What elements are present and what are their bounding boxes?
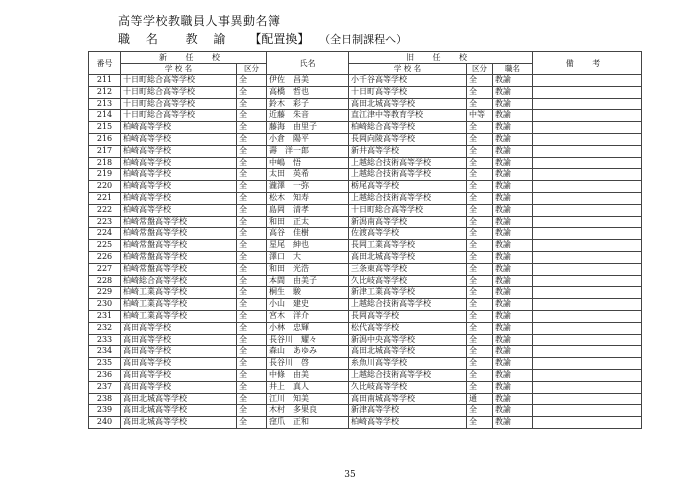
table-row — [89, 157, 642, 169]
table-row — [89, 204, 642, 216]
cell-old-school: 上越総合技術高等学校 — [349, 299, 467, 311]
cell-old-school: 新潟中央高等学校 — [349, 334, 467, 346]
cell-old-title: 教諭 — [493, 228, 533, 240]
cell-old-title: 教諭 — [493, 263, 533, 275]
table-row — [89, 145, 642, 157]
cell-number: 212 — [89, 86, 121, 98]
table-row — [89, 110, 642, 122]
table-row — [89, 381, 642, 393]
cell-number: 224 — [89, 228, 121, 240]
cell-old-division: 通 — [467, 393, 493, 405]
cell-old-division: 全 — [467, 145, 493, 157]
col-header-name: 氏名 — [267, 52, 349, 75]
cell-new-school: 高田高等学校 — [121, 358, 237, 370]
cell-new-division: 全 — [237, 417, 267, 429]
cell-new-school: 高田北城高等学校 — [121, 405, 237, 417]
table-row — [89, 310, 642, 322]
cell-number: 226 — [89, 251, 121, 263]
personnel-table — [88, 51, 642, 429]
cell-old-school: 三条東高等学校 — [349, 263, 467, 275]
col-header-new-post: 新 任 校 — [121, 52, 267, 64]
cell-old-school: 上越総合技術高等学校 — [349, 169, 467, 181]
cell-new-school: 柏崎工業高等学校 — [121, 310, 237, 322]
cell-old-school: 長岡工業高等学校 — [349, 240, 467, 252]
cell-old-school: 長岡高等学校 — [349, 310, 467, 322]
cell-new-school: 柏崎常盤高等学校 — [121, 240, 237, 252]
cell-new-school: 柏崎高等学校 — [121, 192, 237, 204]
cell-name: 小倉 陽平 — [267, 133, 349, 145]
cell-old-division: 全 — [467, 287, 493, 299]
cell-new-division: 全 — [237, 263, 267, 275]
cell-old-school: 上越総合技術高等学校 — [349, 157, 467, 169]
cell-number: 223 — [89, 216, 121, 228]
cell-number: 239 — [89, 405, 121, 417]
cell-name: 和田 光浩 — [267, 263, 349, 275]
cell-old-title: 教諭 — [493, 181, 533, 193]
cell-remarks — [533, 240, 642, 252]
cell-number: 220 — [89, 181, 121, 193]
col-header-no: 番号 — [89, 52, 121, 75]
cell-name: 近藤 朱音 — [267, 110, 349, 122]
cell-old-division: 中等 — [467, 110, 493, 122]
cell-name: 高橋 哲也 — [267, 86, 349, 98]
cell-remarks — [533, 110, 642, 122]
cell-new-division: 全 — [237, 216, 267, 228]
table-row — [89, 216, 642, 228]
cell-new-school: 柏崎常盤高等学校 — [121, 228, 237, 240]
cell-new-division: 全 — [237, 86, 267, 98]
cell-new-school: 高田北城高等学校 — [121, 417, 237, 429]
cell-number: 227 — [89, 263, 121, 275]
cell-new-division: 全 — [237, 381, 267, 393]
cell-new-school: 高田高等学校 — [121, 334, 237, 346]
cell-name: 鈴木 彩子 — [267, 98, 349, 110]
cell-old-school: 佐渡高等学校 — [349, 228, 467, 240]
table-row — [89, 275, 642, 287]
table-row — [89, 133, 642, 145]
cell-new-school: 柏崎高等学校 — [121, 145, 237, 157]
cell-old-division: 全 — [467, 157, 493, 169]
col-header-old-post: 旧 任 校 — [349, 52, 533, 64]
document-title: 高等学校教職員人事異動名簿 — [118, 14, 281, 28]
cell-new-division: 全 — [237, 192, 267, 204]
cell-number: 233 — [89, 334, 121, 346]
cell-new-school: 柏崎高等学校 — [121, 204, 237, 216]
cell-remarks — [533, 145, 642, 157]
cell-new-division: 全 — [237, 240, 267, 252]
cell-remarks — [533, 192, 642, 204]
cell-old-division: 全 — [467, 192, 493, 204]
cell-old-division: 全 — [467, 86, 493, 98]
cell-old-title: 教諭 — [493, 346, 533, 358]
cell-new-school: 高田高等学校 — [121, 369, 237, 381]
cell-new-division: 全 — [237, 169, 267, 181]
cell-number: 231 — [89, 310, 121, 322]
cell-remarks — [533, 322, 642, 334]
cell-name: 星尾 紳也 — [267, 240, 349, 252]
table-row — [89, 192, 642, 204]
cell-remarks — [533, 334, 642, 346]
cell-old-division: 全 — [467, 169, 493, 181]
cell-old-title: 教諭 — [493, 405, 533, 417]
table-body — [89, 75, 642, 429]
cell-old-school: 糸魚川高等学校 — [349, 358, 467, 370]
col-header-old-school: 学 校 名 — [349, 64, 467, 75]
cell-remarks — [533, 181, 642, 193]
job-kind: 教 諭 — [185, 32, 232, 46]
cell-old-school: 長岡向陵高等学校 — [349, 133, 467, 145]
cell-old-title: 教諭 — [493, 157, 533, 169]
cell-new-division: 全 — [237, 98, 267, 110]
cell-old-division: 全 — [467, 98, 493, 110]
cell-name: 井上 真人 — [267, 381, 349, 393]
cell-remarks — [533, 157, 642, 169]
cell-new-division: 全 — [237, 346, 267, 358]
cell-new-school: 柏崎工業高等学校 — [121, 287, 237, 299]
cell-old-school: 新津高等学校 — [349, 405, 467, 417]
cell-remarks — [533, 216, 642, 228]
cell-number: 229 — [89, 287, 121, 299]
cell-old-school: 高田南城高等学校 — [349, 393, 467, 405]
cell-name: 窪爪 正和 — [267, 417, 349, 429]
cell-remarks — [533, 133, 642, 145]
job-category: 職 名 — [118, 32, 164, 46]
cell-old-school: 上越総合技術高等学校 — [349, 192, 467, 204]
table-row — [89, 251, 642, 263]
cell-new-school: 柏崎常盤高等学校 — [121, 251, 237, 263]
cell-remarks — [533, 204, 642, 216]
cell-old-title: 教諭 — [493, 169, 533, 181]
cell-old-school: 松代高等学校 — [349, 322, 467, 334]
cell-remarks — [533, 275, 642, 287]
cell-new-school: 柏崎工業高等学校 — [121, 299, 237, 311]
cell-number: 240 — [89, 417, 121, 429]
cell-old-division: 全 — [467, 346, 493, 358]
table-row — [89, 346, 642, 358]
cell-old-division: 全 — [467, 417, 493, 429]
cell-old-division: 全 — [467, 228, 493, 240]
cell-old-title: 教諭 — [493, 216, 533, 228]
cell-name: 高谷 佳樹 — [267, 228, 349, 240]
cell-name: 中嶋 悟 — [267, 157, 349, 169]
cell-remarks — [533, 417, 642, 429]
table-row — [89, 393, 642, 405]
course-label: （全日制課程へ） — [319, 33, 408, 46]
cell-number: 232 — [89, 322, 121, 334]
cell-remarks — [533, 75, 642, 87]
col-header-old-title: 職名 — [493, 64, 533, 75]
cell-old-division: 全 — [467, 122, 493, 134]
cell-number: 218 — [89, 157, 121, 169]
cell-old-title: 教諭 — [493, 322, 533, 334]
cell-old-title: 教諭 — [493, 417, 533, 429]
cell-remarks — [533, 98, 642, 110]
cell-old-title: 教諭 — [493, 334, 533, 346]
cell-old-title: 教諭 — [493, 381, 533, 393]
col-header-remarks: 備 考 — [533, 52, 642, 75]
cell-new-school: 柏崎高等学校 — [121, 133, 237, 145]
cell-old-school: 柏崎高等学校 — [349, 417, 467, 429]
cell-old-title: 教諭 — [493, 145, 533, 157]
cell-name: 松木 知寿 — [267, 192, 349, 204]
cell-new-division: 全 — [237, 287, 267, 299]
table-row — [89, 75, 642, 87]
cell-name: 長谷川 啓 — [267, 358, 349, 370]
cell-name: 長谷川 耀々 — [267, 334, 349, 346]
cell-name: 和田 正太 — [267, 216, 349, 228]
cell-old-title: 教諭 — [493, 393, 533, 405]
cell-old-division: 全 — [467, 216, 493, 228]
table-row — [89, 334, 642, 346]
cell-remarks — [533, 122, 642, 134]
table-row — [89, 299, 642, 311]
cell-name: 桐生 駿 — [267, 287, 349, 299]
cell-old-division: 全 — [467, 358, 493, 370]
cell-remarks — [533, 369, 642, 381]
cell-name: 壽 洋一郎 — [267, 145, 349, 157]
cell-new-division: 全 — [237, 75, 267, 87]
cell-old-title: 教諭 — [493, 275, 533, 287]
cell-new-division: 全 — [237, 369, 267, 381]
cell-old-school: 栃尾高等学校 — [349, 181, 467, 193]
cell-remarks — [533, 228, 642, 240]
cell-number: 225 — [89, 240, 121, 252]
cell-number: 219 — [89, 169, 121, 181]
cell-number: 237 — [89, 381, 121, 393]
cell-old-division: 全 — [467, 381, 493, 393]
cell-new-school: 高田北城高等学校 — [121, 393, 237, 405]
table-row — [89, 263, 642, 275]
table-row — [89, 86, 642, 98]
table-row — [89, 358, 642, 370]
cell-number: 217 — [89, 145, 121, 157]
cell-name: 木村 多果良 — [267, 405, 349, 417]
cell-old-title: 教諭 — [493, 98, 533, 110]
cell-remarks — [533, 381, 642, 393]
cell-number: 234 — [89, 346, 121, 358]
cell-new-division: 全 — [237, 334, 267, 346]
cell-new-division: 全 — [237, 204, 267, 216]
cell-new-school: 高田高等学校 — [121, 346, 237, 358]
cell-new-division: 全 — [237, 133, 267, 145]
cell-old-division: 全 — [467, 334, 493, 346]
cell-old-school: 上越総合技術高等学校 — [349, 369, 467, 381]
cell-old-division: 全 — [467, 405, 493, 417]
cell-old-school: 柏崎総合高等学校 — [349, 122, 467, 134]
cell-old-division: 全 — [467, 275, 493, 287]
cell-new-division: 全 — [237, 358, 267, 370]
cell-old-title: 教諭 — [493, 251, 533, 263]
cell-remarks — [533, 393, 642, 405]
cell-old-school: 久比岐高等学校 — [349, 381, 467, 393]
cell-remarks — [533, 310, 642, 322]
cell-old-school: 十日町高等学校 — [349, 86, 467, 98]
cell-old-school: 高田北城高等学校 — [349, 346, 467, 358]
cell-new-school: 十日町総合高等学校 — [121, 110, 237, 122]
cell-old-title: 教諭 — [493, 122, 533, 134]
cell-old-title: 教諭 — [493, 299, 533, 311]
cell-remarks — [533, 299, 642, 311]
cell-old-school: 直江津中等教育学校 — [349, 110, 467, 122]
cell-new-division: 全 — [237, 181, 267, 193]
cell-old-division: 全 — [467, 369, 493, 381]
cell-new-school: 柏崎常盤高等学校 — [121, 263, 237, 275]
cell-new-school: 高田高等学校 — [121, 322, 237, 334]
cell-new-division: 全 — [237, 322, 267, 334]
table-row — [89, 122, 642, 134]
cell-number: 222 — [89, 204, 121, 216]
cell-number: 215 — [89, 122, 121, 134]
cell-old-school: 高田北城高等学校 — [349, 251, 467, 263]
cell-new-division: 全 — [237, 405, 267, 417]
table-row — [89, 417, 642, 429]
cell-number: 235 — [89, 358, 121, 370]
cell-old-title: 教諭 — [493, 310, 533, 322]
cell-new-school: 十日町総合高等学校 — [121, 75, 237, 87]
cell-new-school: 柏崎高等学校 — [121, 181, 237, 193]
cell-name: 太田 英希 — [267, 169, 349, 181]
cell-new-school: 十日町総合高等学校 — [121, 86, 237, 98]
table-row — [89, 287, 642, 299]
cell-name: 島岡 清孝 — [267, 204, 349, 216]
cell-number: 213 — [89, 98, 121, 110]
cell-old-division: 全 — [467, 204, 493, 216]
cell-remarks — [533, 169, 642, 181]
cell-new-school: 柏崎常盤高等学校 — [121, 216, 237, 228]
cell-remarks — [533, 251, 642, 263]
cell-old-title: 教諭 — [493, 204, 533, 216]
cell-number: 230 — [89, 299, 121, 311]
cell-new-division: 全 — [237, 310, 267, 322]
cell-new-school: 柏崎高等学校 — [121, 157, 237, 169]
cell-old-division: 全 — [467, 310, 493, 322]
cell-remarks — [533, 263, 642, 275]
cell-name: 藤海 由里子 — [267, 122, 349, 134]
cell-number: 228 — [89, 275, 121, 287]
cell-remarks — [533, 346, 642, 358]
cell-new-division: 全 — [237, 157, 267, 169]
cell-new-division: 全 — [237, 228, 267, 240]
cell-new-division: 全 — [237, 110, 267, 122]
cell-old-school: 新井高等学校 — [349, 145, 467, 157]
col-header-old-division: 区分 — [467, 64, 493, 75]
cell-old-division: 全 — [467, 251, 493, 263]
cell-name: 本間 由美子 — [267, 275, 349, 287]
cell-number: 214 — [89, 110, 121, 122]
cell-new-school: 十日町総合高等学校 — [121, 98, 237, 110]
table-row — [89, 169, 642, 181]
cell-remarks — [533, 358, 642, 370]
cell-number: 238 — [89, 393, 121, 405]
cell-old-title: 教諭 — [493, 86, 533, 98]
cell-remarks — [533, 405, 642, 417]
section-label: 【配置換】 — [249, 32, 310, 46]
cell-old-division: 全 — [467, 75, 493, 87]
cell-new-division: 全 — [237, 251, 267, 263]
table-row — [89, 405, 642, 417]
cell-new-division: 全 — [237, 145, 267, 157]
cell-old-school: 十日町総合高等学校 — [349, 204, 467, 216]
table-row — [89, 369, 642, 381]
cell-old-school: 高田北城高等学校 — [349, 98, 467, 110]
cell-old-title: 教諭 — [493, 192, 533, 204]
table-row — [89, 240, 642, 252]
table-row — [89, 98, 642, 110]
cell-new-school: 柏崎高等学校 — [121, 169, 237, 181]
cell-old-title: 教諭 — [493, 133, 533, 145]
cell-number: 221 — [89, 192, 121, 204]
cell-new-school: 柏崎高等学校 — [121, 122, 237, 134]
table-row — [89, 322, 642, 334]
cell-name: 瀧澤 一弥 — [267, 181, 349, 193]
col-header-new-division: 区分 — [237, 64, 267, 75]
cell-new-division: 全 — [237, 275, 267, 287]
table-row — [89, 228, 642, 240]
cell-name: 森山 あゆみ — [267, 346, 349, 358]
cell-old-division: 全 — [467, 133, 493, 145]
cell-new-division: 全 — [237, 299, 267, 311]
cell-name: 伊佐 昌美 — [267, 75, 349, 87]
cell-old-division: 全 — [467, 299, 493, 311]
col-header-new-school: 学 校 名 — [121, 64, 237, 75]
cell-remarks — [533, 86, 642, 98]
table-row — [89, 181, 642, 193]
cell-name: 宮木 洋介 — [267, 310, 349, 322]
cell-number: 236 — [89, 369, 121, 381]
cell-old-division: 全 — [467, 322, 493, 334]
cell-new-school: 柏崎総合高等学校 — [121, 275, 237, 287]
cell-old-title: 教諭 — [493, 287, 533, 299]
cell-name: 中條 由美 — [267, 369, 349, 381]
cell-old-title: 教諭 — [493, 110, 533, 122]
cell-name: 江川 知美 — [267, 393, 349, 405]
cell-number: 211 — [89, 75, 121, 87]
cell-name: 澤口 大 — [267, 251, 349, 263]
cell-old-division: 全 — [467, 240, 493, 252]
cell-old-title: 教諭 — [493, 358, 533, 370]
cell-old-division: 全 — [467, 263, 493, 275]
cell-old-title: 教諭 — [493, 240, 533, 252]
cell-old-school: 久比岐高等学校 — [349, 275, 467, 287]
cell-old-school: 新潟南高等学校 — [349, 216, 467, 228]
cell-new-division: 全 — [237, 122, 267, 134]
cell-name: 小山 建史 — [267, 299, 349, 311]
cell-old-school: 新津工業高等学校 — [349, 287, 467, 299]
cell-name: 小林 忠輝 — [267, 322, 349, 334]
page-number: 35 — [344, 470, 356, 480]
document-subtitle — [118, 30, 407, 47]
cell-old-title: 教諭 — [493, 369, 533, 381]
cell-new-school: 高田高等学校 — [121, 381, 237, 393]
cell-old-division: 全 — [467, 181, 493, 193]
cell-old-school: 小千谷高等学校 — [349, 75, 467, 87]
cell-number: 216 — [89, 133, 121, 145]
cell-old-title: 教諭 — [493, 75, 533, 87]
cell-remarks — [533, 287, 642, 299]
cell-new-division: 全 — [237, 393, 267, 405]
